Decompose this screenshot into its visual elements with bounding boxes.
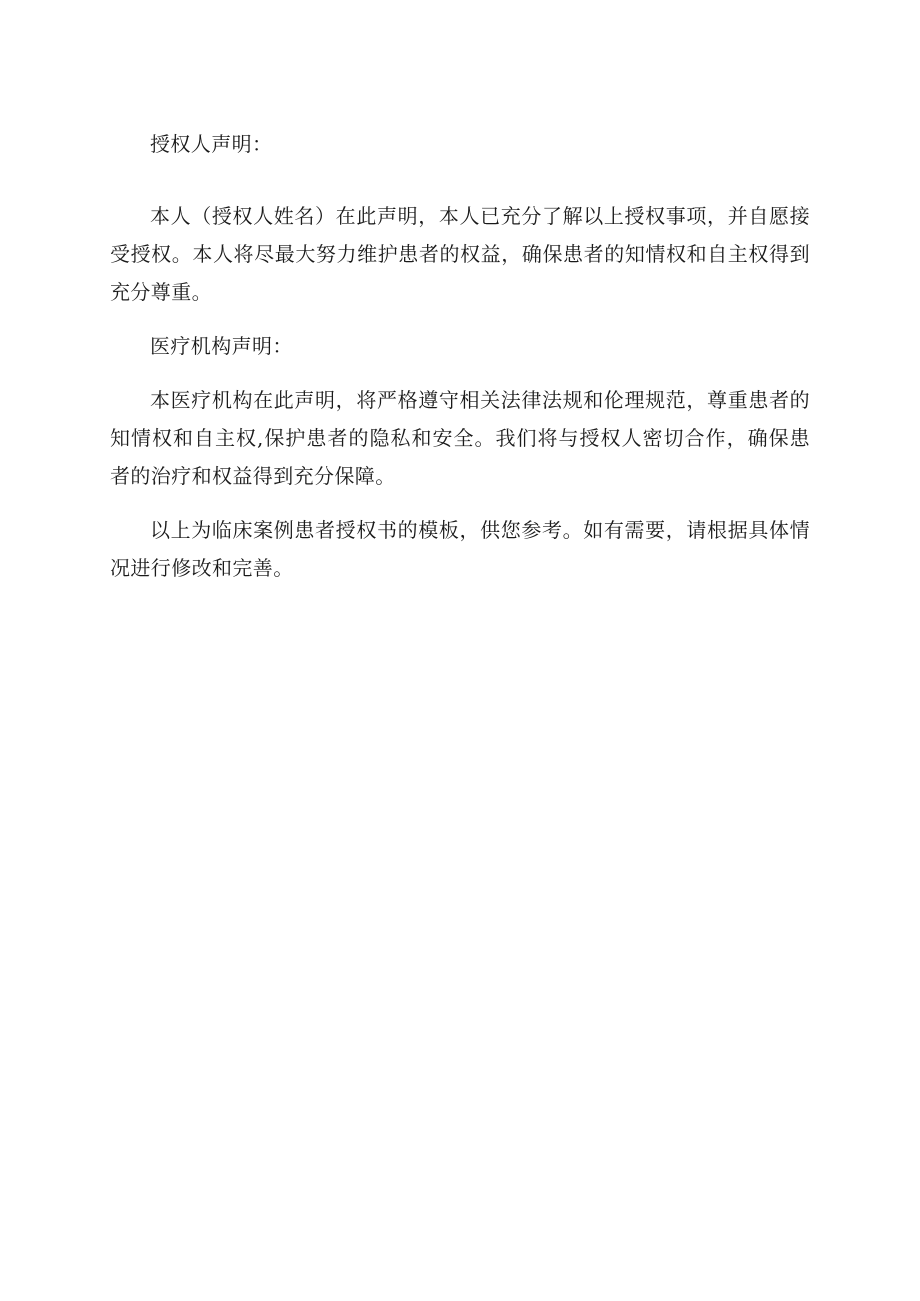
authorizer-statement-paragraph: 本人（授权人姓名）在此声明，本人已充分了解以上授权事项，并自愿接受授权。本人将尽最大努力维护患者的权益，确保患者的知情权和自主权得到充分尊重。: [110, 204, 810, 304]
spacer: [110, 365, 810, 381]
spacer: [110, 495, 810, 511]
document-body: [110, 125, 810, 587]
spacer: [110, 311, 810, 327]
authorizer-statement-heading: 授权人声明：: [150, 132, 273, 156]
institution-statement-paragraph: 本医疗机构在此声明，将严格遵守相关法律法规和伦理规范，尊重患者的知情权和自主权,保护患者的隐私和安全。我们将与授权人密切合作，确保患者的治疗和权益得到充分保障。: [110, 388, 810, 488]
closing-paragraph: 以上为临床案例患者授权书的模板，供您参考。如有需要，请根据具体情况进行修改和完善。: [110, 518, 810, 580]
spacer: [110, 163, 810, 197]
institution-statement-heading: 医疗机构声明：: [150, 334, 293, 358]
